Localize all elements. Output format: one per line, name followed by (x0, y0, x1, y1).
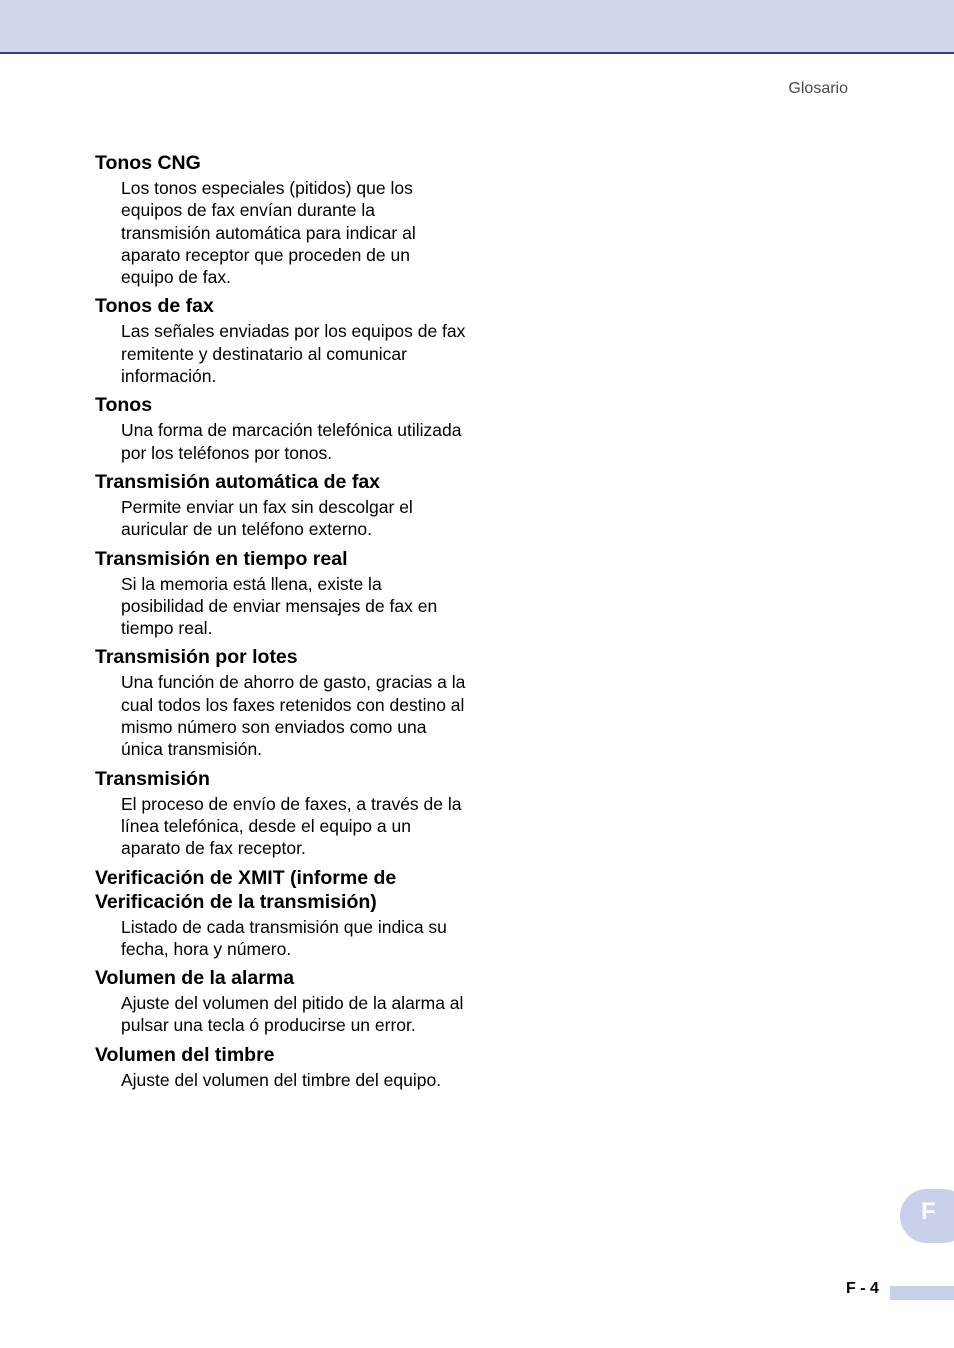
glossary-term: Verificación de XMIT (informe de Verificación de la transmisión) (95, 866, 397, 913)
glossary-term: Transmisión (95, 767, 210, 790)
footer-bar (890, 1286, 954, 1300)
glossary-entry (95, 547, 475, 640)
header-band (0, 0, 954, 54)
glossary-definition: Ajuste del volumen del timbre del equipo. (121, 1069, 442, 1090)
section-tab-letter: F (921, 1198, 936, 1225)
glossary-term: Transmisión por lotes (95, 646, 298, 669)
glossary-definition: El proceso de envío de faxes, a través de la línea telefónica, desde el equipo a un aparato de fax receptor. (121, 793, 462, 859)
page-number: F - 4 (846, 1280, 879, 1297)
glossary-definition: Si la memoria está llena, existe la posibilidad de enviar mensajes de fax en tiempo real. (121, 573, 438, 639)
glossary-definition: Una forma de marcación telefónica utilizada por los teléfonos por tonos. (121, 420, 462, 463)
section-tab (900, 1189, 954, 1243)
glossary-entry (95, 645, 475, 760)
glossary-entry (95, 1043, 475, 1091)
glossary-definition: Listado de cada transmisión que indica su fecha, hora y número. (121, 916, 447, 959)
glossary-definition: Los tonos especiales (pitidos) que los equipos de fax envían durante la transmisión automática para indicar al aparato receptor que proceden de un equipo de fax. (121, 178, 416, 288)
glossary-term: Tonos (95, 394, 153, 417)
glossary-definition: Las señales enviadas por los equipos de fax remitente y destinatario al comunicar información. (121, 321, 466, 387)
glossary-term: Volumen del timbre (95, 1043, 275, 1066)
glossary-term: Tonos CNG (95, 152, 201, 174)
glossary-entry (95, 294, 475, 387)
glossary-entry (95, 767, 475, 860)
glossary-list (95, 151, 475, 1097)
glossary-entry (95, 866, 475, 961)
glossary-definition: Una función de ahorro de gasto, gracias a la cual todos los faxes retenidos con destino al mismo número son enviados como una única transmisión. (121, 672, 466, 760)
running-header: Glosario (788, 80, 848, 97)
glossary-entry (95, 470, 475, 541)
glossary-definition: Permite enviar un fax sin descolgar el auricular de un teléfono externo. (121, 496, 413, 540)
glossary-term: Transmisión automática de fax (95, 470, 381, 493)
glossary-term: Transmisión en tiempo real (95, 547, 348, 570)
glossary-entry (95, 393, 475, 464)
glossary-entry (95, 966, 475, 1037)
glossary-term: Volumen de la alarma (95, 967, 295, 990)
glossary-definition: Ajuste del volumen del pitido de la alarma al pulsar una tecla ó producirse un error. (121, 993, 464, 1036)
glossary-entry (95, 151, 475, 288)
glossary-term: Tonos de fax (95, 295, 214, 318)
